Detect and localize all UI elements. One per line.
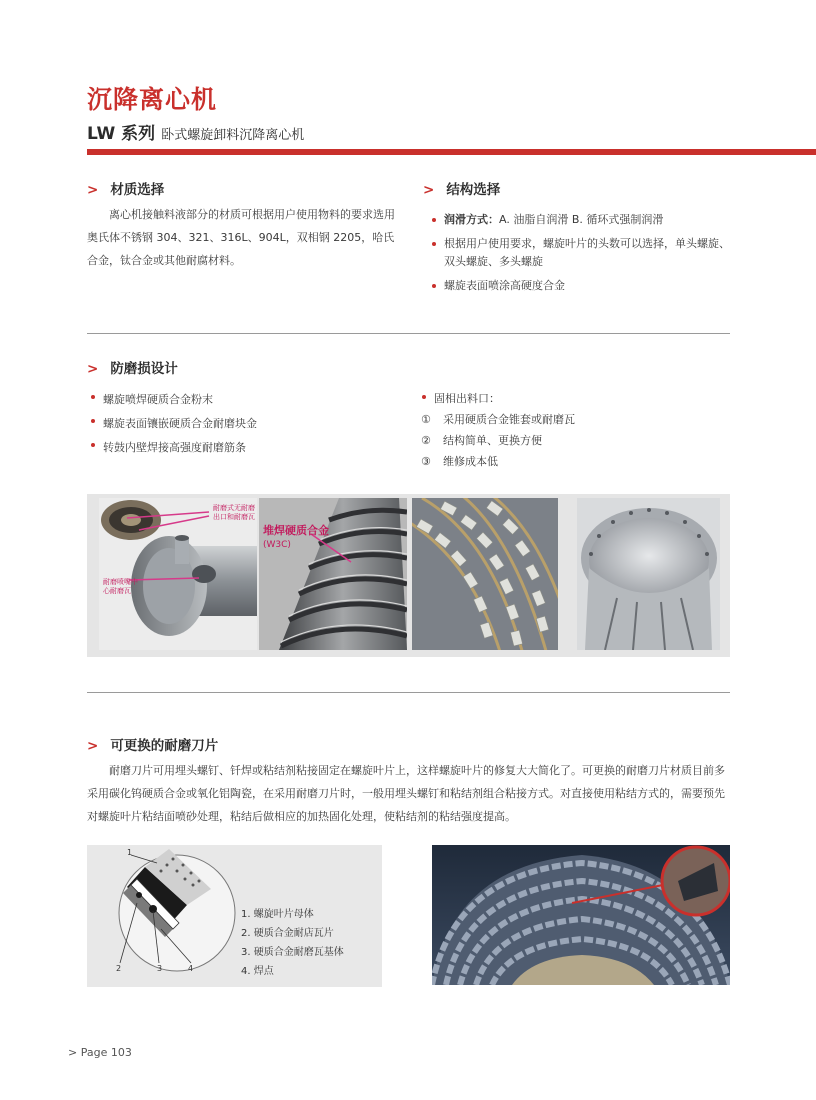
photo-wear-tiles	[412, 498, 558, 650]
section-heading-structure	[423, 178, 500, 198]
item-number: ①	[421, 413, 431, 426]
section-title: 防磨损设计	[110, 361, 178, 377]
item-number: ③	[421, 455, 431, 468]
list-item: 根据用户使用要求，螺旋叶片的头数可以选择，单头螺旋、双头螺旋、多头螺旋	[430, 235, 730, 271]
section-title: 结构选择	[446, 182, 501, 198]
list-item: ③ 维修成本低	[421, 451, 721, 472]
chevron-right-icon: >	[87, 738, 99, 754]
photo-hardfacing-screw	[259, 498, 407, 650]
blades-paragraph: 耐磨刀片可用埋头螺钉、钎焊或粘结剂粘接固定在螺旋叶片上，这样螺旋叶片的修复大大简化了。可更换的耐磨刀片材质目前多采用碳化钨硬质合金或氧化铝陶瓷，在采用耐磨刀片时，一般用埋头螺钉和粘结剂组合粘接方式。对直接使用粘结方式的，需要预先对螺旋叶片粘结面喷砂处理，粘结后做相应的加热固化处理，使粘结剂的粘结强度提高。	[87, 764, 725, 823]
legend-item: 2. 硬质合金耐店瓦片	[241, 928, 334, 939]
list-item: 转鼓内壁焊接高强度耐磨筋条	[89, 436, 389, 460]
list-item: ① 采用硬质合金锥套或耐磨瓦	[421, 409, 721, 430]
blade-diagram-panel	[87, 845, 382, 987]
section-divider	[87, 692, 730, 693]
photo-strip	[87, 494, 730, 657]
diagram-callout-number: 2	[116, 964, 122, 973]
legend-item: 1. 螺旋叶片母体	[241, 909, 314, 920]
list-item: 螺旋喷焊硬质合金粉末	[89, 388, 389, 412]
series-description: 卧式螺旋卸料沉降离心机	[161, 128, 305, 143]
list-item: 螺旋表面喷涂高硬度合金	[430, 277, 730, 295]
photo-caption: (W3C)	[263, 540, 291, 550]
diagram-legend	[241, 905, 381, 981]
photo-caption: 堆焊硬质合金	[263, 524, 329, 537]
header-divider-bar	[87, 149, 816, 155]
item-number: ②	[421, 434, 431, 447]
material-paragraph: 离心机接触料液部分的材质可根据用户使用物料的要求选用奥氏体不锈钢 304、321、316L、904L，双相钢 2205，哈氏合金，钛合金或其他耐腐材料。	[87, 208, 395, 267]
list-item: 固相出料口：	[420, 388, 720, 409]
photo-screw-discharge	[99, 498, 257, 650]
section-title: 材质选择	[110, 182, 165, 198]
diagram-callout-number: 3	[157, 964, 163, 973]
section-heading-blades	[87, 734, 218, 754]
list-item: ② 结构简单、更换方便	[421, 430, 721, 451]
wear-left-list	[89, 388, 389, 460]
section-heading-material	[87, 178, 164, 198]
chevron-right-icon: >	[87, 182, 99, 198]
photo-replaceable-blades	[432, 845, 730, 985]
page-number: > Page 103	[68, 1046, 132, 1059]
section-title: 可更换的耐磨刀片	[110, 738, 219, 754]
diagram-callout-number: 4	[188, 964, 194, 973]
chevron-right-icon: >	[87, 361, 99, 377]
legend-item: 4. 焊点	[241, 966, 274, 977]
structure-list	[430, 211, 730, 295]
section-heading-wear	[87, 357, 178, 377]
item-label: 润滑方式：	[444, 213, 499, 226]
photo-drum-ribs	[577, 498, 720, 650]
diagram-callout-number: 1	[127, 848, 133, 857]
legend-item: 3. 硬质合金耐磨瓦基体	[241, 947, 344, 958]
list-item: 螺旋表面镶嵌硬质合金耐磨块金	[89, 412, 389, 436]
wear-right-head	[420, 388, 720, 409]
series-subtitle	[87, 119, 304, 144]
series-name: LW 系列	[87, 124, 156, 144]
wear-numbered-list	[421, 409, 721, 472]
photo-caption: 耐磨式无耐磨出口和耐磨瓦	[213, 504, 255, 521]
page-title: 沉降离心机	[87, 85, 218, 114]
chevron-right-icon: >	[423, 182, 435, 198]
section-divider	[87, 333, 730, 334]
list-item: 润滑方式：A. 油脂自润滑 B. 循环式强制润滑	[430, 211, 730, 229]
photo-caption: 耐磨喷嘴中心耐磨瓦	[103, 578, 138, 595]
